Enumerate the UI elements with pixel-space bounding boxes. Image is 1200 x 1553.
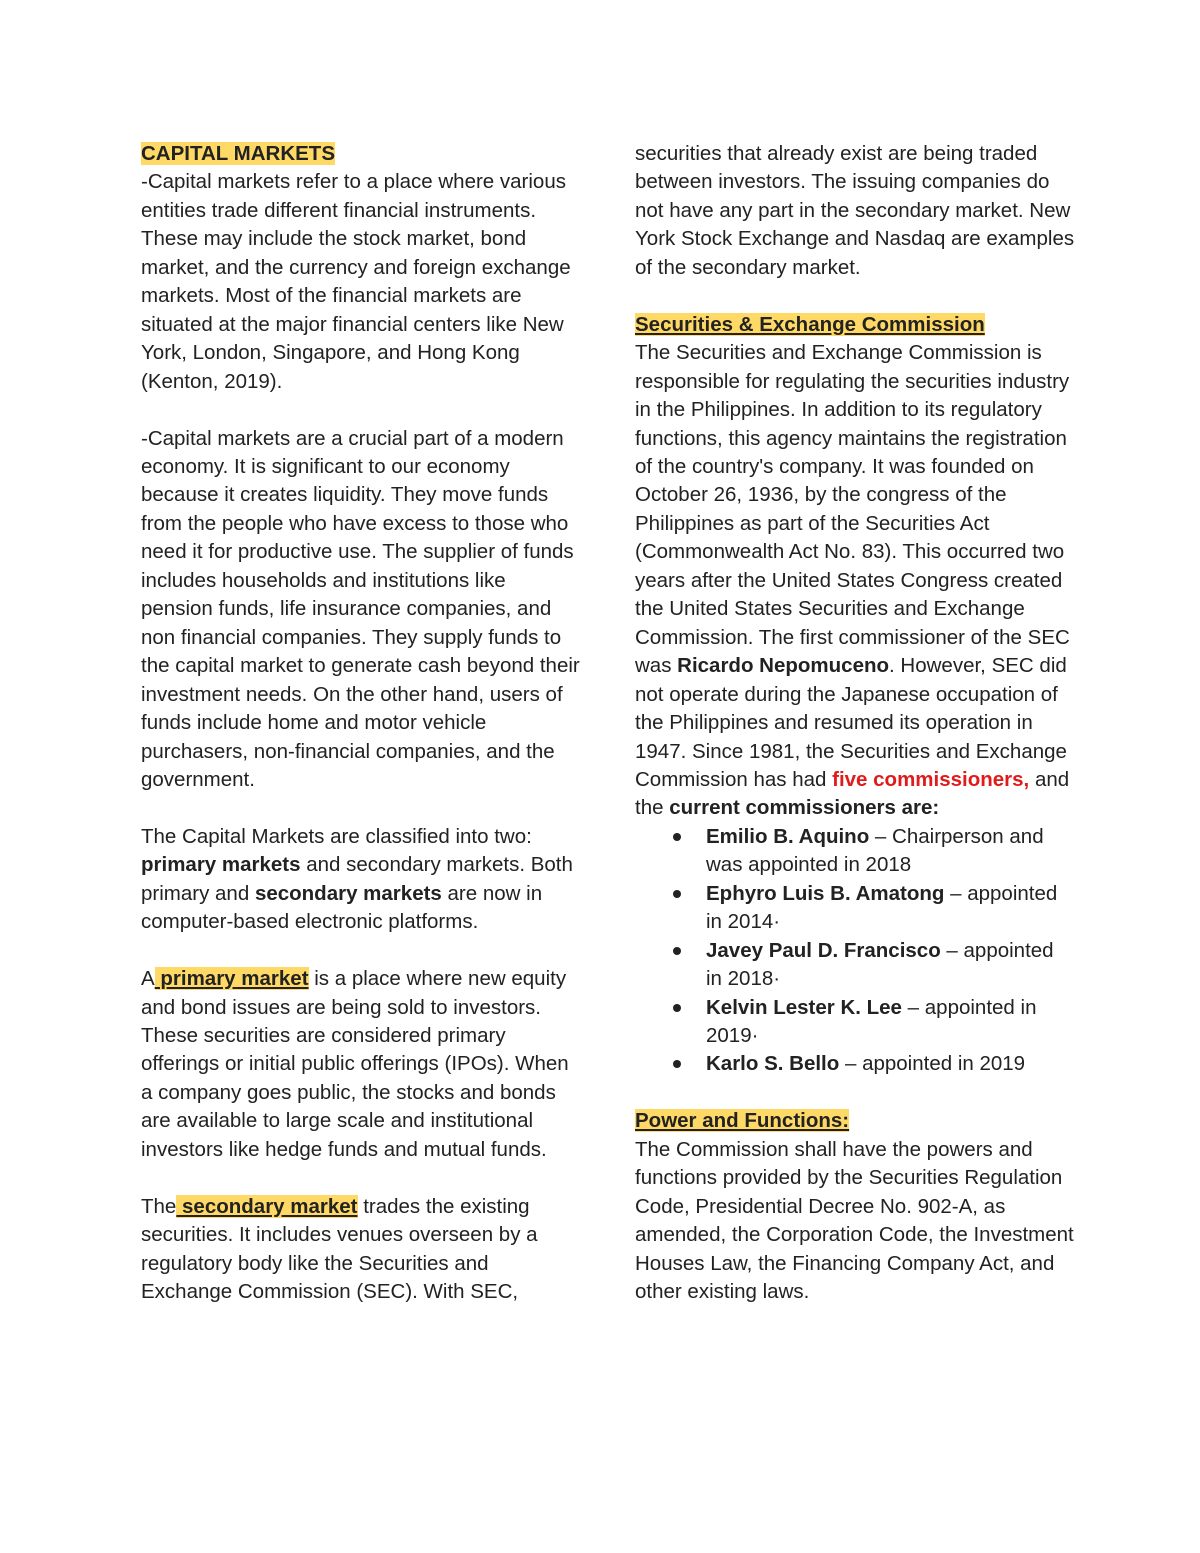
primary-market-term: primary market xyxy=(154,967,309,991)
left-column xyxy=(141,140,581,1307)
right-column xyxy=(635,140,1075,1307)
power-functions-heading: Power and Functions: xyxy=(635,1109,850,1133)
capital-markets-importance: -Capital markets are a crucial part of a modern economy. It is significant to our economy because it creates liquidity. They move funds from the people who have excess to those who need it for productive use. The supplier of funds includes households and institutions like pension funds, life insurance companies, and non financial companies. They supply funds to the capital market to generate cash beyond their investment needs. On the other hand, users of funds include home and motor vehicle purchasers, non-financial companies, and the government. xyxy=(141,426,580,791)
secondary-market-term: secondary market xyxy=(176,1194,358,1218)
power-functions-paragraph: The Commission shall have the powers and functions provided by the Securities Regulation Code, Presidential Decree No. 902-A, as amended, the Corporation Code, the Investment Houses Law, the Financing Company Act, and other existing laws. xyxy=(635,1137,1074,1304)
list-item: Javey Paul D. Francisco – appointed in 2018· xyxy=(635,937,1075,994)
commissioners-list xyxy=(635,823,1075,1079)
list-item: Emilio B. Aquino – Chairperson and was appointed in 2018 xyxy=(635,823,1075,880)
capital-markets-classification: The Capital Markets are classified into two: primary markets and secondary markets. Both primary and secondary markets are now in computer-based electronic platforms. xyxy=(141,824,573,934)
capital-markets-title: CAPITAL MARKETS xyxy=(141,142,335,165)
list-item: Kelvin Lester K. Lee – appointed in 2019· xyxy=(635,994,1075,1051)
list-item: Ephyro Luis B. Amatong – appointed in 2014· xyxy=(635,880,1075,937)
list-item: Karlo S. Bello – appointed in 2019 xyxy=(635,1050,1075,1078)
sec-paragraph: The Securities and Exchange Commission is responsible for regulating the securities industry in the Philippines. In addition to its regulatory functions, this agency maintains the registration of the country's company. It was founded on October 26, 1936, by the congress of the Philippines as part of the Securities Act (Commonwealth Act No. 83). This occurred two years after the United States Congress created the United States Securities and Exchange Commission. The first commissioner of the SEC was Ricardo Nepomuceno. However, SEC did not operate during the Japanese occupation of the Philippines and resumed its operation in 1947. Since 1981, the Securities and Exchange Commission has had five commissioners, and the current commissioners are: xyxy=(635,341,1070,820)
primary-market-paragraph: A primary market is a place where new equity and bond issues are being sold to investors. These securities are considered primary offerings or initial public offerings (IPOs). When a company goes public, the stocks and bonds are available to large scale and institutional investors like hedge funds and mutual funds. xyxy=(141,967,569,1161)
secondary-market-paragraph: The secondary market trades the existing securities. It includes venues overseen by a regulatory body like the Securities and Exchange Commission (SEC). With SEC, xyxy=(141,1194,538,1304)
capital-markets-definition: -Capital markets refer to a place where various entities trade different financial instruments. These may include the stock market, bond market, and the currency and foreign exchange markets. Most of the financial markets are situated at the major financial centers like New York, London, Singapore, and Hong Kong (Kenton, 2019). xyxy=(141,170,571,393)
sec-heading: Securities & Exchange Commission xyxy=(635,312,985,336)
secondary-market-continued: securities that already exist are being traded between investors. The issuing companies do not have any part in the secondary market. New York Stock Exchange and Nasdaq are examples of the secondary market. xyxy=(635,142,1075,279)
